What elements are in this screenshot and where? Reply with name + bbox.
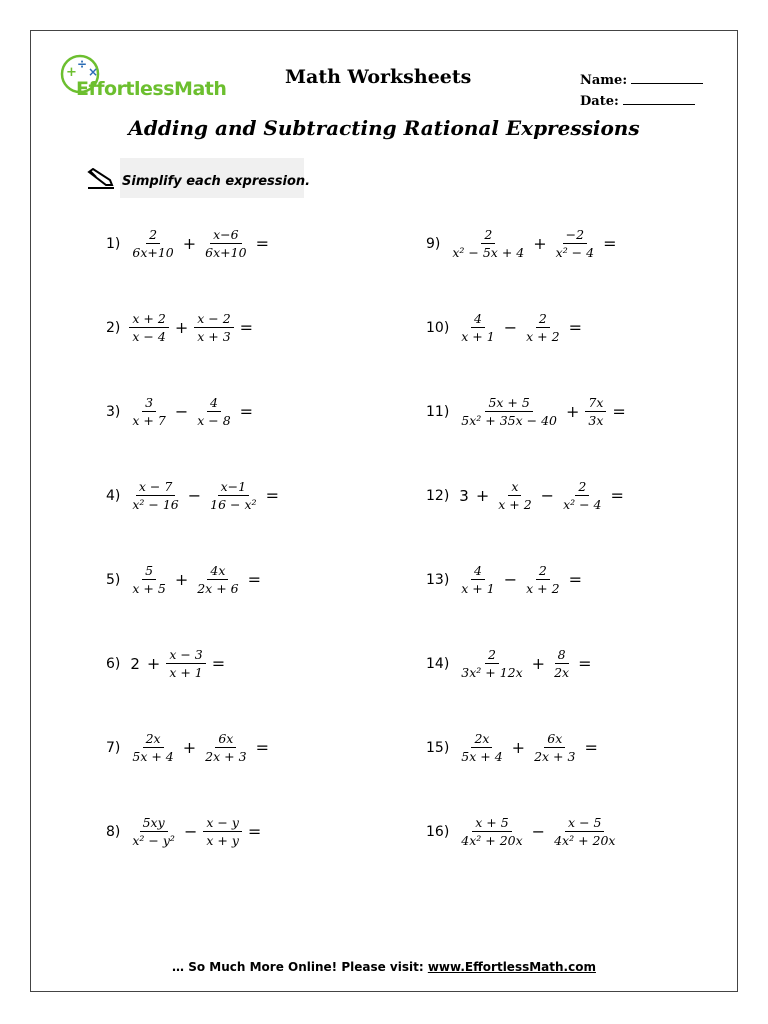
problem-number: 12)	[426, 487, 450, 504]
numerator: −2	[563, 226, 587, 244]
numerator: 4x	[207, 562, 228, 580]
numerator: 2x	[143, 730, 164, 748]
fraction	[129, 814, 178, 849]
equals-sign: =	[603, 234, 617, 253]
svg-text:÷: ÷	[77, 57, 88, 71]
operator: +	[566, 402, 580, 421]
problem-13	[426, 562, 585, 597]
fraction	[129, 394, 168, 429]
instruction-text: Simplify each expression.	[122, 174, 311, 189]
operator: +	[174, 318, 189, 337]
operator: +	[174, 570, 189, 589]
numerator: x + 2	[129, 310, 168, 328]
numerator: x − 5	[565, 814, 604, 832]
numerator: x−6	[210, 226, 241, 244]
date-label: Date:	[580, 94, 619, 109]
equals-sign: =	[247, 570, 262, 589]
problem-7	[106, 730, 272, 765]
problem-3	[106, 394, 256, 429]
equals-sign: =	[568, 318, 582, 337]
problem-number: 16)	[426, 823, 450, 840]
whole-number: 2	[130, 654, 140, 673]
denominator: 3x	[588, 413, 604, 428]
denominator: x + 2	[526, 581, 560, 596]
problem-number: 15)	[426, 739, 450, 756]
fraction	[531, 730, 578, 765]
denominator: 4x² + 20x	[461, 833, 523, 848]
numerator: 3	[142, 394, 156, 412]
website-link[interactable]: www.EffortlessMath.com	[427, 960, 596, 974]
numerator: 7x	[585, 394, 606, 412]
problem-number: 13)	[426, 571, 450, 588]
header-title: Math Worksheets	[285, 66, 472, 88]
equals-sign: =	[247, 822, 262, 841]
problem-number: 11)	[426, 403, 450, 420]
denominator: x + 2	[498, 497, 532, 512]
fraction	[194, 310, 233, 345]
whole-number: 3	[459, 486, 469, 505]
problem-5	[106, 562, 264, 597]
equals-sign: =	[610, 486, 624, 505]
numerator: 4	[207, 394, 221, 412]
equals-sign: =	[584, 738, 598, 757]
numerator: 2	[485, 646, 499, 664]
problem-8	[106, 814, 264, 849]
logo-text: EffortlessMath	[76, 78, 227, 100]
fraction	[551, 814, 618, 849]
problem-number: 2)	[106, 319, 121, 336]
problem-9	[426, 226, 619, 261]
name-label: Name:	[580, 73, 628, 88]
numerator: 5x + 5	[485, 394, 532, 412]
fraction	[166, 646, 205, 681]
fraction	[194, 394, 233, 429]
numerator: 5xy	[140, 814, 168, 832]
fraction	[129, 226, 176, 261]
numerator: 4	[471, 310, 485, 328]
name-field	[580, 72, 703, 88]
operator: −	[183, 822, 198, 841]
denominator: 4x² + 20x	[554, 833, 616, 848]
problem-number: 8)	[106, 823, 121, 840]
denominator: x + 5	[132, 581, 166, 596]
denominator: x² − 4	[563, 497, 602, 512]
denominator: x² − 4	[555, 245, 595, 260]
pencil-icon	[86, 168, 116, 190]
denominator: 5x² + 35x − 40	[461, 413, 557, 428]
numerator: 2	[146, 226, 160, 244]
problem-15	[426, 730, 601, 765]
fraction	[129, 730, 176, 765]
fraction	[585, 394, 606, 429]
problem-number: 10)	[426, 319, 450, 336]
problem-number: 3)	[106, 403, 121, 420]
problem-14	[426, 646, 595, 681]
operator: −	[174, 402, 189, 421]
fraction	[202, 226, 249, 261]
numerator: x − y	[203, 814, 242, 832]
fraction	[458, 646, 525, 681]
denominator: x + 1	[461, 581, 495, 596]
fraction	[523, 310, 562, 345]
denominator: 5x + 4	[132, 749, 174, 764]
fraction	[129, 478, 181, 513]
equals-sign: =	[265, 486, 279, 505]
problem-number: 7)	[106, 739, 121, 756]
fraction	[553, 226, 597, 261]
fraction	[449, 226, 527, 261]
denominator: x + y	[206, 833, 239, 848]
numerator: x − 7	[136, 478, 175, 496]
denominator: 5x + 4	[461, 749, 503, 764]
fraction	[458, 310, 497, 345]
problem-4	[106, 478, 282, 513]
operator: +	[475, 486, 490, 505]
numerator: 8	[555, 646, 569, 664]
denominator: 3x² + 12x	[461, 665, 523, 680]
name-line	[631, 72, 703, 84]
date-line	[623, 93, 695, 105]
numerator: 6x	[215, 730, 236, 748]
equals-sign: =	[255, 234, 269, 253]
operator: +	[533, 234, 547, 253]
problem-2	[106, 310, 256, 345]
denominator: x − 8	[197, 413, 231, 428]
denominator: x + 1	[169, 665, 203, 680]
numerator: 6x	[544, 730, 565, 748]
denominator: 2x + 3	[534, 749, 576, 764]
fraction	[458, 562, 497, 597]
equals-sign: =	[578, 654, 592, 673]
equals-sign: =	[239, 402, 254, 421]
denominator: x² − 16	[132, 497, 179, 512]
fraction	[495, 478, 534, 513]
problem-number: 1)	[106, 235, 121, 252]
denominator: 16 − x²	[210, 497, 257, 512]
fraction	[458, 730, 505, 765]
problem-1	[106, 226, 272, 261]
numerator: 2	[575, 478, 589, 496]
numerator: x + 5	[472, 814, 511, 832]
numerator: x	[508, 478, 521, 496]
problem-6	[106, 646, 228, 681]
svg-text:+: +	[66, 65, 77, 80]
numerator: 5	[142, 562, 156, 580]
problem-11	[426, 394, 629, 429]
operator: −	[503, 318, 518, 337]
operator: −	[187, 486, 202, 505]
fraction	[458, 394, 560, 429]
equals-sign: =	[255, 738, 269, 757]
numerator: 4	[471, 562, 485, 580]
operator: −	[503, 570, 518, 589]
problem-number: 14)	[426, 655, 450, 672]
numerator: x − 2	[194, 310, 233, 328]
fraction	[458, 814, 525, 849]
denominator: 2x + 3	[205, 749, 247, 764]
numerator: 2	[536, 562, 550, 580]
denominator: x + 7	[132, 413, 166, 428]
denominator: x + 3	[197, 329, 231, 344]
problem-number: 4)	[106, 487, 121, 504]
fraction	[202, 730, 249, 765]
denominator: 6x+10	[205, 245, 247, 260]
fraction	[194, 562, 241, 597]
equals-sign: =	[239, 318, 254, 337]
numerator: 2	[536, 310, 550, 328]
denominator: 2x	[554, 665, 570, 680]
operator: −	[531, 822, 546, 841]
operator: +	[146, 654, 161, 673]
problem-16	[426, 814, 621, 849]
fraction	[551, 646, 572, 681]
svg-text:×: ×	[88, 65, 99, 79]
denominator: x² − 5x + 4	[452, 245, 525, 260]
fraction	[203, 814, 242, 849]
operator: +	[182, 738, 197, 757]
numerator: 2	[481, 226, 495, 244]
denominator: 6x+10	[132, 245, 174, 260]
equals-sign: =	[211, 654, 226, 673]
problem-number: 5)	[106, 571, 121, 588]
operator: +	[531, 654, 546, 673]
document-title: Adding and Subtracting Rational Expressions	[128, 116, 640, 140]
problem-10	[426, 310, 585, 345]
date-field	[580, 93, 695, 109]
denominator: 2x + 6	[197, 581, 239, 596]
problem-number: 9)	[426, 235, 441, 252]
fraction	[129, 562, 168, 597]
operator: +	[511, 738, 526, 757]
denominator: x² − y²	[132, 833, 175, 848]
problem-12	[426, 478, 627, 513]
operator: +	[182, 234, 197, 253]
equals-sign: =	[612, 402, 626, 421]
problem-number: 6)	[106, 655, 121, 672]
numerator: x−1	[218, 478, 249, 496]
numerator: x − 3	[166, 646, 205, 664]
fraction	[129, 310, 168, 345]
fraction	[207, 478, 259, 513]
denominator: x − 4	[132, 329, 166, 344]
operator: −	[540, 486, 555, 505]
fraction	[560, 478, 604, 513]
equals-sign: =	[568, 570, 582, 589]
fraction	[523, 562, 562, 597]
denominator: x + 1	[461, 329, 495, 344]
footer-text: … So Much More Online! Please visit:	[172, 960, 428, 974]
footer	[0, 960, 768, 974]
denominator: x + 2	[526, 329, 560, 344]
numerator: 2x	[471, 730, 492, 748]
